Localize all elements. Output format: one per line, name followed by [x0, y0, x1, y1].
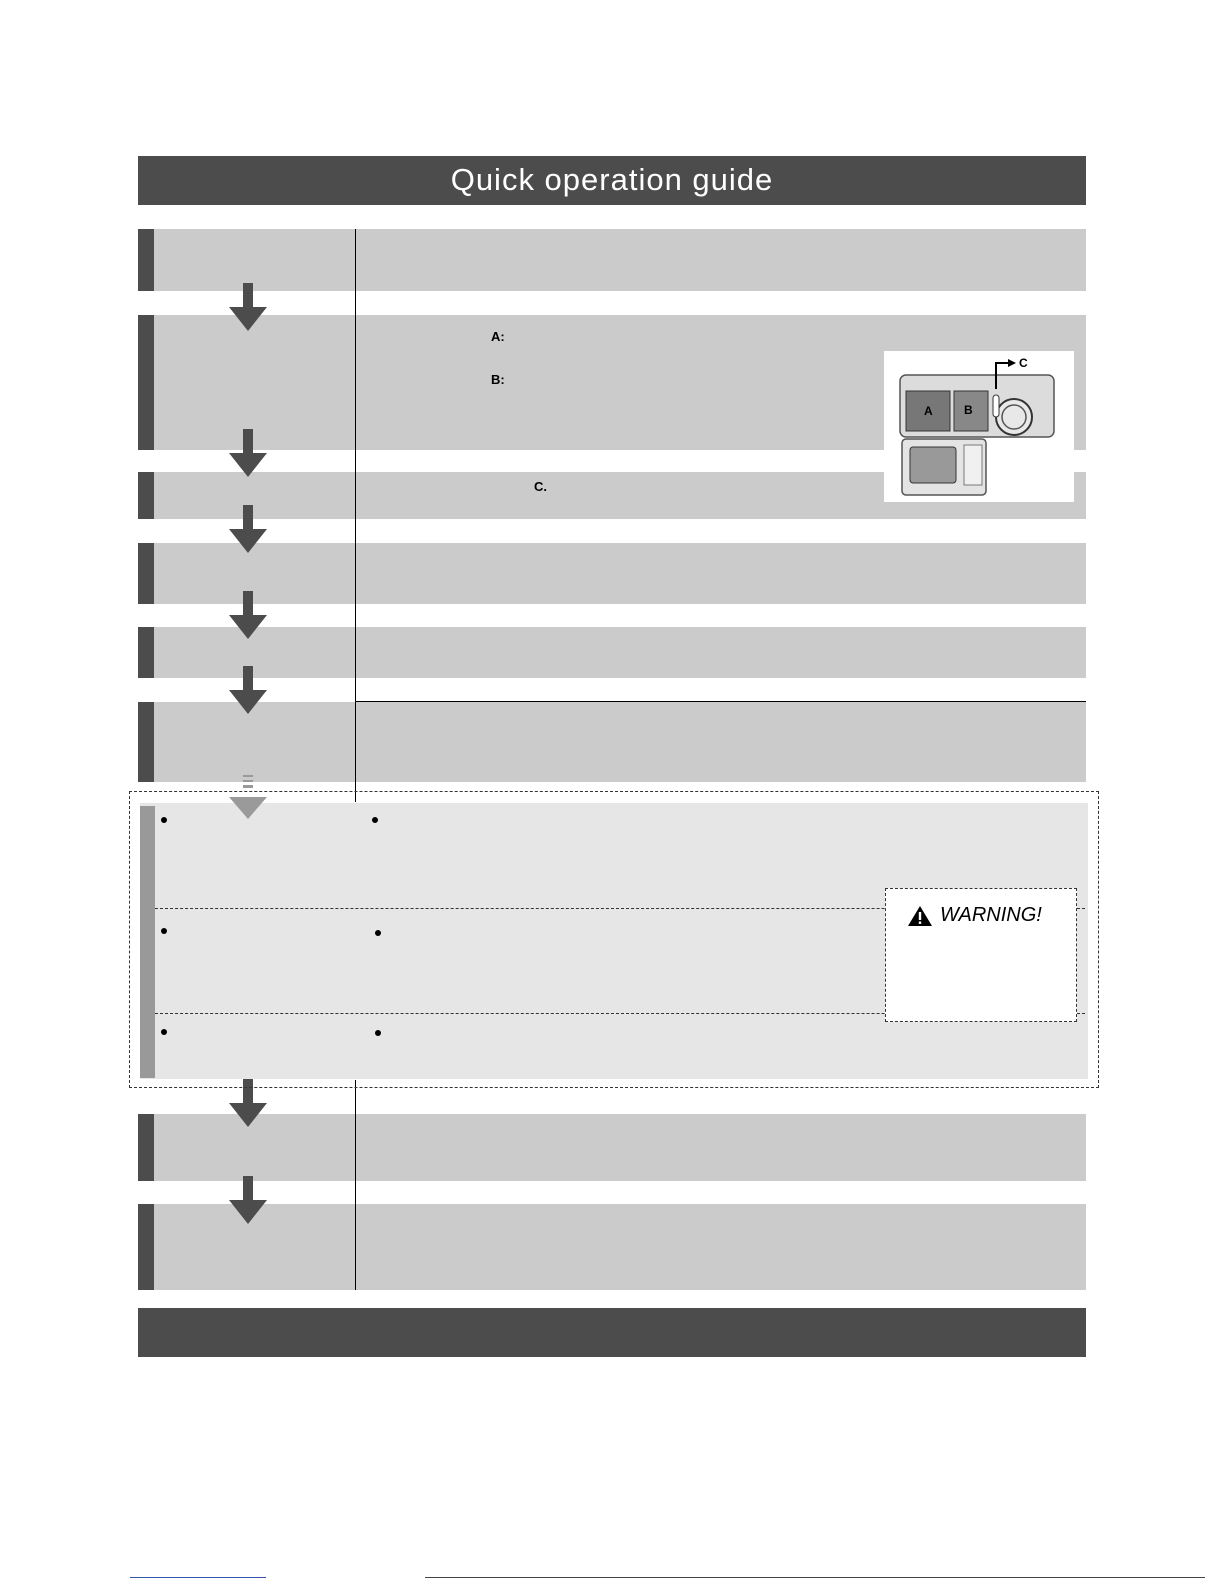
title-bar [138, 156, 1086, 205]
warning-triangle-icon [908, 906, 932, 926]
down-arrow-icon [229, 283, 267, 331]
step-6 [138, 702, 1086, 782]
down-arrow-icon [229, 591, 267, 639]
step-1 [138, 229, 1086, 291]
step-7 [138, 1114, 1086, 1181]
column-divider [355, 229, 356, 802]
down-arrow-icon [229, 1176, 267, 1224]
bullet [375, 1030, 381, 1036]
warning-title: WARNING! [940, 904, 1042, 926]
bullet [161, 1029, 167, 1035]
bullet [161, 928, 167, 934]
bullet [375, 930, 381, 936]
bottom-rule [130, 1577, 266, 1578]
page-title: Quick operation guide [450, 162, 774, 197]
bullet [161, 817, 167, 823]
dispenser-label-a: A: [491, 329, 505, 344]
step-5 [138, 627, 1086, 678]
divider-line [355, 701, 1086, 702]
step-accent [138, 1114, 154, 1181]
dispenser-label-b: B: [491, 372, 505, 387]
step-accent [138, 229, 154, 291]
footer-bar [138, 1308, 1086, 1357]
figure-label-c: C [1019, 356, 1028, 370]
step-4 [138, 543, 1086, 604]
rinse-label-c: C. [534, 479, 547, 494]
step-accent [138, 1204, 154, 1290]
step-8 [138, 1204, 1086, 1290]
column-divider [355, 1080, 356, 1290]
step-accent [138, 472, 154, 519]
figure-label-a: A [924, 404, 933, 418]
step-accent [138, 543, 154, 604]
step-accent [138, 702, 154, 782]
dispenser-illustration [884, 351, 1074, 502]
bullet [372, 817, 378, 823]
warning-box [885, 888, 1077, 1022]
step-accent [138, 627, 154, 678]
faded-arrow-icon [229, 775, 267, 819]
dispenser-drawing [884, 351, 1074, 502]
down-arrow-icon [229, 505, 267, 553]
down-arrow-icon [229, 666, 267, 714]
bottom-rule [425, 1577, 1205, 1578]
down-arrow-icon [229, 429, 267, 477]
step-accent [138, 315, 154, 450]
figure-label-b: B [964, 403, 973, 417]
